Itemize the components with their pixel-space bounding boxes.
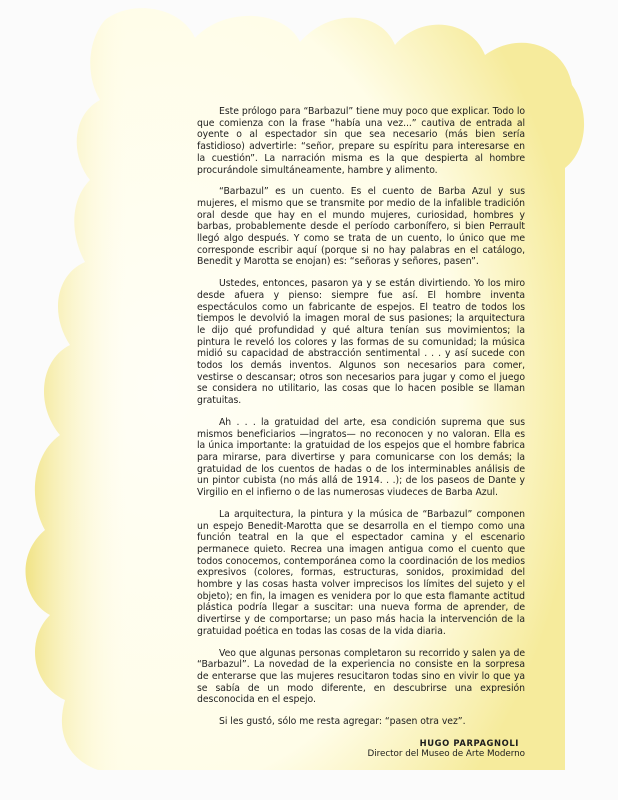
paragraph: Veo que algunas personas completaron su recorrido y salen ya de “Barbazul”. La novedad de la experiencia no consiste en la sorpresa de enterarse que las mujeres resucitaron todas sino en vivir lo que ya se sabía de un modo diferente, en descubrirse una expresión desconocida en el espejo. bbox=[197, 647, 525, 706]
paragraph: Este prólogo para “Barbazul” tiene muy poco que explicar. Todo lo que comienza con la frase “había una vez...” cautiva de entrada al oyente o al espectador sin que sea necesario (más bien sería fastidioso) advertirle: “señor, prepare su espíritu para interesarse en la cuestión”. La narración misma es la que despierta al hombre procurándole simultáneamente, hambre y alimento. bbox=[197, 106, 525, 176]
paragraph: La arquitectura, la pintura y la música de “Barbazul” componen un espejo Benedit-Marotta que se desarrolla en el tiempo como una función teatral en la que el espectador camina y el escenario permanece quieto. Recrea una imagen antigua como el cuento que todos conocemos, contemporánea como la coordinación de los medios expresivos (colores, formas, estructuras, sonidos, proximidad del hombre y las cosas hasta volver imprecisos los límites del sujeto y el objeto); en fin, la imagen es venidera por lo que esta flamante actitud plástica podría llegar a suscitar: una nueva forma de aprender, de divertirse y de comportarse; un paso más hacia la intervención de la gratuidad poética en todas las cosas de la vida diaria. bbox=[197, 508, 525, 637]
signature-role: Director del Museo de Arte Moderno bbox=[367, 749, 525, 760]
signature-name: HUGO PARPAGNOLI bbox=[419, 737, 519, 748]
signature bbox=[197, 738, 525, 761]
paragraph: Ah . . . la gratuidad del arte, esa condición suprema que sus mismos beneficiarios —ingratos— no reconocen y no valoran. Ella es la única importante: la gratuidad de los espejos que el hombre fabrica para mirarse, para divertirse y para comunicarse con los demás; la gratuidad de los cuentos de hadas o de los interminables análisis de un pintor cubista (no más allá de 1914. . .); de los paseos de Dante y Virgilio en el infierno o de las numerosas viudeces de Barba Azul. bbox=[197, 416, 525, 499]
paragraph: “Barbazul” es un cuento. Es el cuento de Barba Azul y sus mujeres, el mismo que se transmite por medio de la infalible tradición oral desde que hay en el mundo mujeres, curiosidad, hombres y barbas, probablemente desde el período carbonífero, si bien Perrault llegó algo después. Y como se trata de un cuento, lo único que me corresponde escribir aquí (porque si no hay palabras en el catálogo, Benedit y Marotta se enojan) es: “señoras y señores, pasen”. bbox=[197, 186, 525, 268]
paragraph: Ustedes, entonces, pasaron ya y se están divirtiendo. Yo los miro desde afuera y pienso: siempre fue así. El hombre inventa espectáculos como un fabricante de espejos. El teatro de todos los tiempos le devolvió la imagen moral de sus pasiones; la arquitectura le dijo qué profundidad y qué altura tenían sus movimientos; la pintura le reveló los colores y las formas de su comunidad; la música midió su capacidad de abstracción sentimental . . . y así sucede con todos los demás inventos. Algunos son necesarios para comer, vestirse o descansar; otros son necesarios para jugar y como el juego se considera no utilitario, las cosas que lo hacen posible se llaman gratuitas. bbox=[197, 278, 525, 407]
prologue-text bbox=[197, 106, 525, 761]
paragraph: Si les gustó, sólo me resta agregar: “pasen otra vez”. bbox=[219, 716, 466, 728]
